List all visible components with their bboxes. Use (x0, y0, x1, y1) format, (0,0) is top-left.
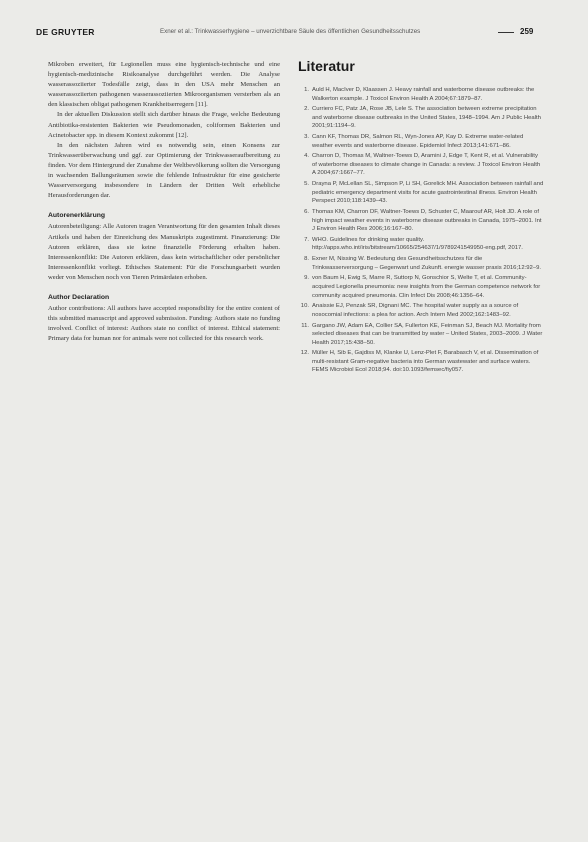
reference-item (298, 255, 544, 272)
reference-number: 10. (300, 303, 309, 310)
reference-text: Auld H, MacIver D, Klaassen J. Heavy rainfall and waterborne disease outbreaks: the Walkerton example. J Toxicol Environ Health A 2004;67:1879–87. (312, 87, 535, 102)
reference-text: Müller H, Sib E, Gajdiss M, Klanke U, Lenz-Plet F, Barabasch V, et al. Dissemination of multi-resistant Gram-negative bacteria into German wastewater and surface waters. FEMS Microbiol Ecol 2018;94. doi:10.1093/femsec/fiy057. (312, 350, 539, 374)
page-header (0, 0, 588, 48)
reference-number: 5. (304, 181, 309, 188)
right-column (298, 58, 544, 377)
reference-item (298, 152, 544, 178)
author-declaration-heading: Author Declaration (48, 293, 110, 301)
author-declaration-text: Author contributions: All authors have accepted responsibility for the entire content of this submitted manuscript and approved submission. Funding: Authors state no funding involved. Conflict of interest: Authors state no conflict of interest. Ethical statement: Primary data for human nor for animals were not collected for this research work. (48, 305, 280, 343)
reference-number: 6. (304, 209, 309, 216)
reference-item (298, 133, 544, 150)
reference-number: 11. (301, 322, 309, 329)
reference-item (298, 86, 544, 103)
reference-text: Charron D, Thomas M, Waltner-Toews D, Aramini J, Edge T, Kent R, et al. Vulnerability of waterborne diseases to climate change in Canada: a review. J Toxicol Environ Health A 2004;67:1667–77. (312, 153, 541, 177)
reference-item (298, 236, 544, 253)
literature-title: Literatur (298, 58, 355, 74)
reference-item (298, 349, 544, 375)
reference-text: Cann KF, Thomas DR, Salmon RL, Wyn-Jones AP, Kay D. Extreme water-related weather events and waterborne disease. Epidemiol Infect 2013;141:671–86. (312, 134, 524, 149)
reference-number: 1. (304, 87, 309, 93)
reference-list (298, 86, 544, 375)
reference-text: Curriero FC, Patz JA, Rose JB, Lele S. The association between extreme precipitation and waterborne disease outbreaks in the United States, 1948–1994. Am J Public Health 2001;91:1194–9. (312, 106, 541, 130)
reference-item (298, 274, 544, 300)
body-paragraph: In den nächsten Jahren wird es notwendig sein, einen Konsens zur Trinkwasserüberwachung und ggf. zur Optimierung der Trinkwasseraufbereitung zu finden. Vor dem Hintergrund der Zunahme der Weltbevölkerung sollten die Versorgung in wachsenden Ballungsräumen sowie die fehlende Infrastruktur für eine gesicherte Wasserversorgung insbesondere in Ländern der Dritten Welt erhebliche Herausforderungen dar. (48, 141, 280, 200)
reference-item (298, 208, 544, 234)
reference-text: Thomas KM, Charron DF, Waltner-Toews D, Schuster C, Maarouf AR, Holt JD. A role of high impact weather events in waterborne disease outbreaks in Canada, 1975–2001. Int J Environ Health Res 2006;16:167–80. (312, 209, 542, 233)
reference-text: von Baum H, Ewig S, Marre R, Suttorp N, Gonschior S, Welte T, et al. Community-acquired Legionella pneumonia: new insights from the German competence network for community acquired pneumonia. Clin Infect Dis 2008;46:1356–64. (312, 275, 541, 299)
reference-text: Exner M, Nissing W. Bedeutung des Gesundheitsschutzes für die Trinkwasserversorgung – Gegenwart und Zukunft. energie wasser praxis 2016;12:92–9. (312, 256, 541, 271)
page-number: 259 (520, 27, 534, 36)
reference-item (298, 302, 544, 319)
reference-number: 3. (304, 134, 309, 141)
reference-item (298, 180, 544, 206)
reference-number: 4. (304, 153, 309, 160)
reference-number: 8. (304, 256, 309, 263)
reference-number: 7. (304, 236, 309, 243)
body-paragraph: In der aktuellen Diskussion stellt sich darüber hinaus die Frage, welche Bedeutung Antibiotika-resistenten Bakterien wie Pseudomonaden, coliformen Bakterien und Acinetobacter spp. in diesem Kontext zukommt [12]. (48, 111, 280, 139)
reference-item (298, 322, 544, 348)
reference-text: Gargano JW, Adam EA, Collier SA, Fullerton KE, Feinman SJ, Beach MJ. Mortality from selected diseases that can be transmitted by water – United States, 2003–2009. J Water Health 2017;15:438–50. (312, 322, 543, 346)
author-contributions-heading: Autorenerklärung (48, 212, 106, 220)
reference-item (298, 105, 544, 131)
running-head: Exner et al.: Trinkwasserhygiene – unverzichtbare Säule des öffentlichen Gesundheitsschutzes (160, 28, 421, 35)
reference-text: Drayna P, McLellan SL, Simpson P, Li SH, Gorelick MH. Association between rainfall and pediatric emergency department visits for acute gastrointestinal illness. Environ Health Perspect 2010;118:1439–43. (312, 181, 544, 205)
reference-number: 9. (304, 275, 309, 282)
publisher-name: DE GRUYTER (36, 27, 95, 37)
reference-number: 2. (304, 106, 309, 113)
reference-number: 12. (300, 350, 309, 357)
body-paragraph: Mikroben erweitert, für Legionellen muss eine hygienisch-technische und eine hygienisch-medizinische Risikoanalyse durchgeführt werden. Die Analyse wasserassoziierter Todesfälle zeigt, dass in den USA mehr Menschen an wasserassoziierten pathogenen wasserassoziierten Mikroorganismen versterben als an den klassischen obligat pathogenen Krankheitserregern [11]. (48, 61, 280, 109)
author-contributions-text: Autorenbeteiligung: Alle Autoren tragen Verantwortung für den gesamten Inhalt dieses Artikels und haben der Einreichung des Manuskripts zugestimmt. Finanzierung: Die Autoren erklären, dass sie keine finanzielle Förderung erhalten haben. Interessenkonflikt: Die Autoren erklären, dass kein wirtschaftlicher oder persönlicher Interessenkonflikt vorliegt. Ethisches Statement: Für die Forschungsarbeit wurden weder von Menschen noch von Tieren Primärdaten erhoben. (48, 223, 280, 281)
left-column (48, 60, 280, 344)
header-rule (498, 32, 514, 33)
reference-text: Anaissie EJ, Penzak SR, Dignani MC. The hospital water supply as a source of nosocomial infections: a plea for action. Arch Intern Med 2002;162:1483–92. (312, 303, 519, 318)
reference-text: WHO. Guidelines for drinking water quality. http://apps.who.int/iris/bitstream/10665/254637/1/9789241549950-eng.pdf, 2017. (312, 236, 523, 252)
